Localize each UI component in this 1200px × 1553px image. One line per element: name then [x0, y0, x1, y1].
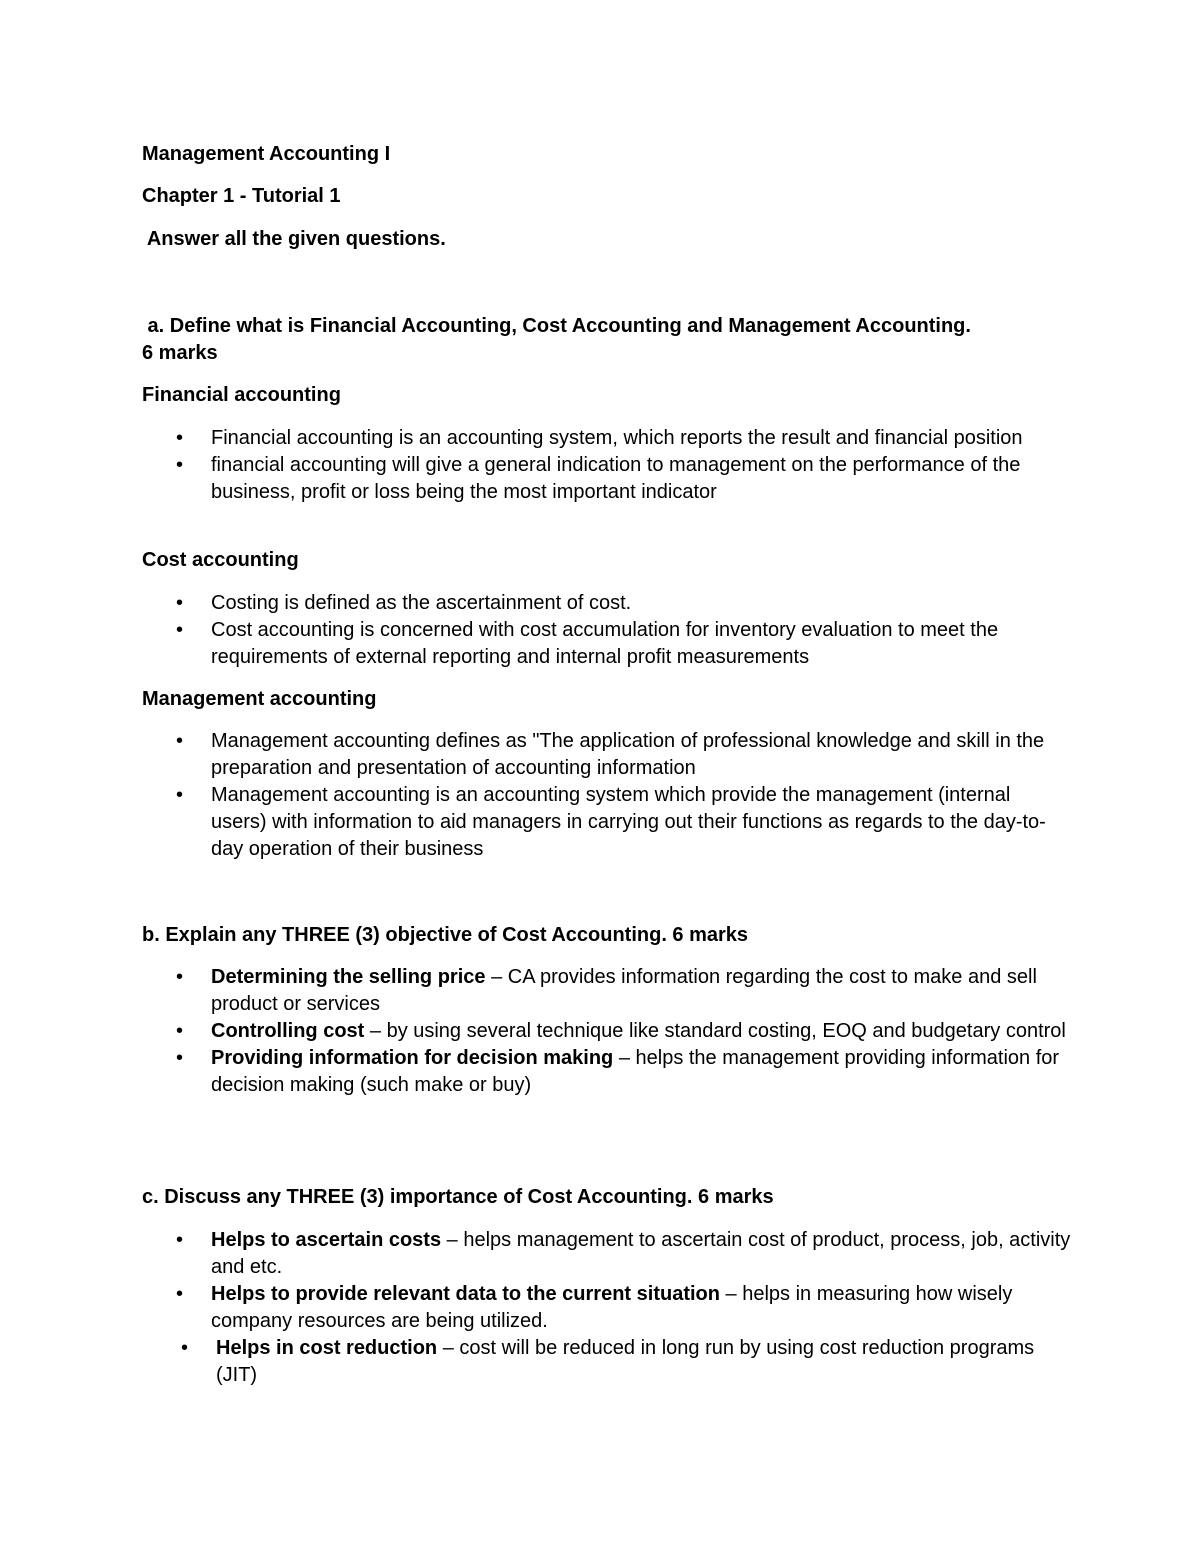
- list-item: [0, 728, 1071, 782]
- question-a-marks: 6 marks: [142, 342, 218, 364]
- bullet-icon: •: [176, 1047, 184, 1069]
- bullet-icon: •: [176, 1229, 184, 1251]
- list-item-text: Management accounting is an accounting system which provide the management (internal users) with information to aid managers in carrying out their functions as regards to the day-to-day operation of their business: [211, 784, 1046, 860]
- list-item-term: Providing information for decision making: [211, 1047, 614, 1069]
- list-item: [0, 1018, 1071, 1045]
- section-heading-management: Management accounting: [142, 688, 377, 710]
- list-item-text: Financial accounting is an accounting system, which reports the result and financial position: [211, 427, 1023, 449]
- list-item-text: – helps in measuring how wisely company resources are being utilized.: [211, 1283, 1013, 1332]
- list-item-term: Helps in cost reduction: [216, 1337, 438, 1359]
- question-b-list: [0, 964, 1200, 1099]
- financial-accounting-list: [0, 425, 1200, 506]
- bullet-icon: •: [181, 1337, 189, 1359]
- document-title: Management Accounting I: [142, 143, 391, 165]
- question-a-prompt: a. Define what is Financial Accounting, Cost Accounting and Management Accounting.: [142, 315, 971, 337]
- list-item: [0, 1045, 1071, 1099]
- cost-accounting-list: [0, 590, 1200, 671]
- management-accounting-list: [0, 728, 1200, 863]
- list-item-term: Controlling cost: [211, 1020, 365, 1042]
- bullet-icon: •: [176, 1283, 184, 1305]
- chapter-heading: Chapter 1 - Tutorial 1: [142, 185, 341, 207]
- list-item: [0, 1227, 1071, 1281]
- bullet-icon: •: [176, 592, 184, 614]
- question-c-prompt: c. Discuss any THREE (3) importance of Cost Accounting. 6 marks: [142, 1186, 774, 1208]
- bullet-icon: •: [176, 730, 184, 752]
- list-item-term: Determining the selling price: [211, 966, 486, 988]
- list-item-text: – helps the management providing information for decision making (such make or buy): [211, 1047, 1060, 1096]
- list-item: [0, 452, 1071, 506]
- list-item-text: – by using several technique like standard costing, EOQ and budgetary control: [364, 1020, 1066, 1042]
- list-item: [0, 1281, 1071, 1335]
- list-item-text: Management accounting defines as "The application of professional knowledge and skill in the preparation and presentation of accounting information: [211, 730, 1045, 779]
- list-item-term: Helps to provide relevant data to the current situation: [211, 1283, 720, 1305]
- list-item-text: – cost will be reduced in long run by using cost reduction programs (JIT): [216, 1337, 1035, 1386]
- list-item: [0, 590, 1071, 617]
- list-item-text: – CA provides information regarding the cost to make and sell product or services: [211, 966, 1037, 1015]
- list-item: [0, 617, 1071, 671]
- list-item: [0, 782, 1071, 863]
- instruction-text: Answer all the given questions.: [142, 228, 446, 250]
- question-b-prompt: b. Explain any THREE (3) objective of Cost Accounting. 6 marks: [142, 924, 749, 946]
- section-heading-cost: Cost accounting: [142, 549, 299, 571]
- list-item: [0, 425, 1071, 452]
- question-c-list: [0, 1227, 1200, 1389]
- bullet-icon: •: [176, 619, 184, 641]
- section-heading-financial: Financial accounting: [142, 384, 341, 406]
- bullet-icon: •: [176, 784, 184, 806]
- list-item-text: – helps management to ascertain cost of product, process, job, activity and etc.: [211, 1229, 1071, 1278]
- list-item-text: Costing is defined as the ascertainment of cost.: [211, 592, 632, 614]
- bullet-icon: •: [176, 454, 184, 476]
- list-item-text: Cost accounting is concerned with cost accumulation for inventory evaluation to meet the requirements of external reporting and internal profit measurements: [211, 619, 999, 668]
- list-item: [0, 964, 1071, 1018]
- list-item-text: financial accounting will give a general indication to management on the performance of the business, profit or loss being the most important indicator: [211, 454, 1021, 503]
- list-item-term: Helps to ascertain costs: [211, 1229, 442, 1251]
- bullet-icon: •: [176, 1020, 184, 1042]
- bullet-icon: •: [176, 427, 184, 449]
- bullet-icon: •: [176, 966, 184, 988]
- list-item: [0, 1335, 1076, 1389]
